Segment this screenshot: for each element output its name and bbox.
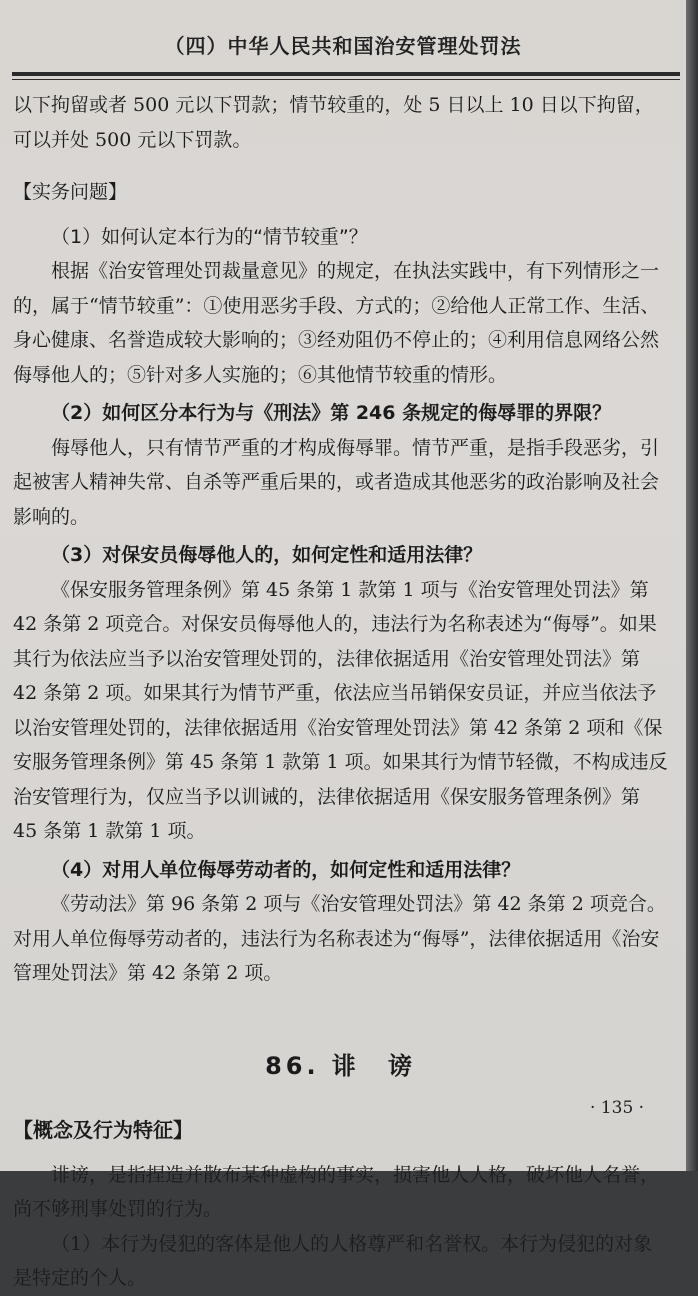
running-header: （四）中华人民共和国治安管理处罚法 [164, 34, 522, 58]
definition-paragraph: 诽谤，是指捏造并散布某种虚构的事实，损害他人人格，破坏他人名誉，尚不够刑事处罚的行为。 [13, 1163, 660, 1220]
page-number: · 135 · [590, 1098, 645, 1118]
feature-1-paragraph: （1）本行为侵犯的客体是他人的人格尊严和名誉权。本行为侵犯的对象是特定的个人。 [13, 1232, 653, 1289]
answer-2: 侮辱他人，只有情节严重的才构成侮辱罪。情节严重，是指手段恶劣，引起被害人精神失常、自杀等严重后果的，或者造成其他恶劣的政治影响及社会影响的。 [13, 436, 660, 528]
question-4: （4）对用人单位侮辱劳动者的，如何定性和适用法律？ [51, 858, 521, 881]
answer-4: 《劳动法》第 96 条第 2 项与《治安管理处罚法》第 42 条第 2 项竞合。对用人单位侮辱劳动者的，违法行为名称表述为“侮辱”，法律依据适用《治安管理处罚法》第 42 条第 2 项。 [13, 893, 666, 984]
concept-heading: 【概念及行为特征】 [13, 1118, 193, 1142]
question-1: （1）如何认定本行为的“情节较重”？ [51, 225, 368, 248]
intro-paragraph: 以下拘留或者 500 元以下罚款；情节较重的，处 5 日以上 10 日以下拘留，可以并处 500 元以下罚款。 [13, 94, 654, 151]
question-2: （2）如何区分本行为与《刑法》第 246 条规定的侮辱罪的界限？ [51, 402, 612, 424]
header-rule-thin [12, 79, 680, 80]
answer-3: 《保安服务管理条例》第 45 条第 1 款第 1 项与《治安管理处罚法》第 42 条第 2 项竞合。对保安员侮辱他人的，违法行为名称表述为“侮辱”。如果其行为依法应当予以治安管理处罚的，法律依据适用《治安管理处罚法》第 42 条第 2 项。如果其行为情节严重，依法应当吊销保安员证，并应当依法予以治安管理处罚的，法律依据适用《治安管理处罚法》第 42 条第 2 项和《保安服务管理条例》第 45 条第 1 款第 1 项。如果其行为情节轻微，不构成违反治安管理行为，仅应当予以训诫的，法律依据适用《保安服务管理条例》第 45 条第 1 款第 1 项。 [13, 578, 668, 842]
page-body [13, 88, 668, 1296]
header-rule-thick [12, 72, 680, 76]
page-spine-shadow [686, 0, 698, 1171]
answer-1: 根据《治安管理处罚裁量意见》的规定，在执法实践中，有下列情形之一的，属于“情节较重”：①使用恶劣手段、方式的；②给他人正常工作、生活、身心健康、名誉造成较大影响的；③经劝阻仍不停止的；④利用信息网络公然侮辱他人的；⑤针对多人实施的；⑥其他情节较重的情形。 [13, 260, 660, 386]
question-3: （3）对保安员侮辱他人的，如何定性和适用法律？ [51, 544, 483, 566]
practice-heading: 【实务问题】 [13, 181, 128, 203]
article-title: 86. 诽 谤 [265, 1051, 416, 1080]
